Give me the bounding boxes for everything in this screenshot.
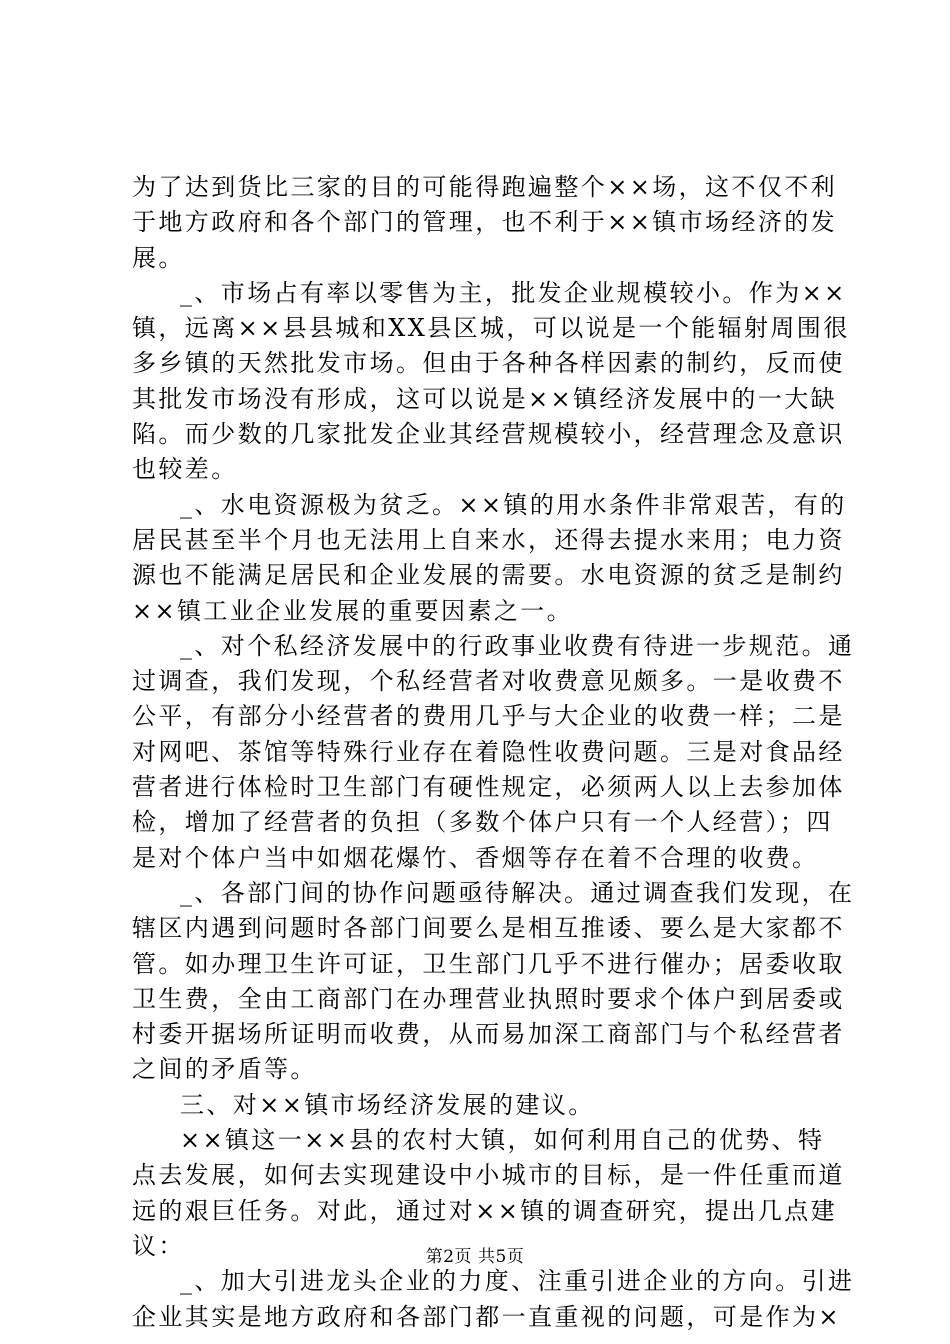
text-line: 远的艰巨任务。对此，通过对××镇的调查研究，提出几点建 — [132, 1196, 838, 1225]
text-line: 是对个体户当中如烟花爆竹、香烟等存在着不合理的收费。 — [132, 843, 819, 872]
paragraph-start-line: _、水电资源极为贫乏。××镇的用水条件非常艰苦，有的 — [180, 490, 847, 519]
text-line: 企业其实是地方政府和各部门都一直重视的问题，可是作为× — [132, 1302, 841, 1331]
paragraph-start-line: _、各部门间的协作问题亟待解决。通过调查我们发现，在 — [180, 878, 855, 907]
text-line: ××镇工业企业发展的重要因素之一。 — [132, 596, 574, 625]
text-line: 为了达到货比三家的目的可能得跑遍整个××场，这不仅不利 — [132, 173, 838, 201]
text-line: 陷。而少数的几家批发企业其经营规模较小，经营理念及意识 — [132, 420, 845, 449]
document-body — [132, 170, 855, 1335]
text-line: 管。如办理卫生许可证，卫生部门几乎不进行催办；居委收取 — [132, 949, 845, 978]
section-heading: 三、对××镇市场经济发展的建议。 — [180, 1090, 595, 1119]
paragraph-start-line: ××镇这一××县的农村大镇，如何利用自己的优势、特 — [180, 1126, 825, 1155]
paragraph-start-line: _、市场占有率以零售为主，批发企业规模较小。作为×× — [180, 278, 847, 307]
text-line: 对网吧、茶馆等特殊行业存在着隐性收费问题。三是对食品经 — [132, 737, 845, 766]
text-line: 辖区内遇到问题时各部门间要么是相互推诿、要么是大家都不 — [132, 914, 845, 943]
text-line: 点去发展，如何去实现建设中小城市的目标，是一件任重而道 — [132, 1161, 845, 1190]
text-line: 村委开据场所证明而收费，从而易加深工商部门与个私经营者 — [132, 1020, 845, 1049]
text-line: 也较差。 — [132, 455, 238, 484]
text-line: 居民甚至半个月也无法用上自来水，还得去提水来用；电力资 — [132, 525, 845, 554]
text-line: 之间的矛盾等。 — [132, 1055, 317, 1084]
text-line: 卫生费，全由工商部门在办理营业执照时要求个体户到居委或 — [132, 984, 845, 1013]
paragraph-start-line: _、对个私经济发展中的行政事业收费有待进一步规范。通 — [180, 631, 855, 660]
text-line: 源也不能满足居民和企业发展的需要。水电资源的贫乏是制约 — [132, 561, 845, 590]
text-line: 过调查，我们发现，个私经营者对收费意见颇多。一是收费不 — [132, 667, 845, 696]
paragraph-start-line: _、加大引进龙头企业的力度、注重引进企业的方向。引进 — [180, 1267, 855, 1296]
text-line: 于地方政府和各个部门的管理，也不利于××镇市场经济的发 — [132, 208, 838, 237]
text-line: 多乡镇的天然批发市场。但由于各种各样因素的制约，反而使 — [132, 349, 845, 378]
text-line: 镇，远离××县县城和XX县区城，可以说是一个能辐射周围很 — [132, 314, 850, 343]
text-line: 检，增加了经营者的负担（多数个体户只有一个人经营）；四 — [132, 808, 833, 837]
text-line: 其批发市场没有形成，这可以说是××镇经济发展中的一大缺 — [132, 384, 838, 413]
text-line: 议： — [132, 1231, 185, 1260]
text-line: 公平，有部分小经营者的费用几乎与大企业的收费一样；二是 — [132, 702, 845, 731]
page-number-footer: 第2页 共5页 — [425, 1247, 525, 1267]
text-line: 展。 — [132, 243, 185, 272]
text-line: 营者进行体检时卫生部门有硬性规定，必须两人以上去参加体 — [132, 773, 845, 802]
